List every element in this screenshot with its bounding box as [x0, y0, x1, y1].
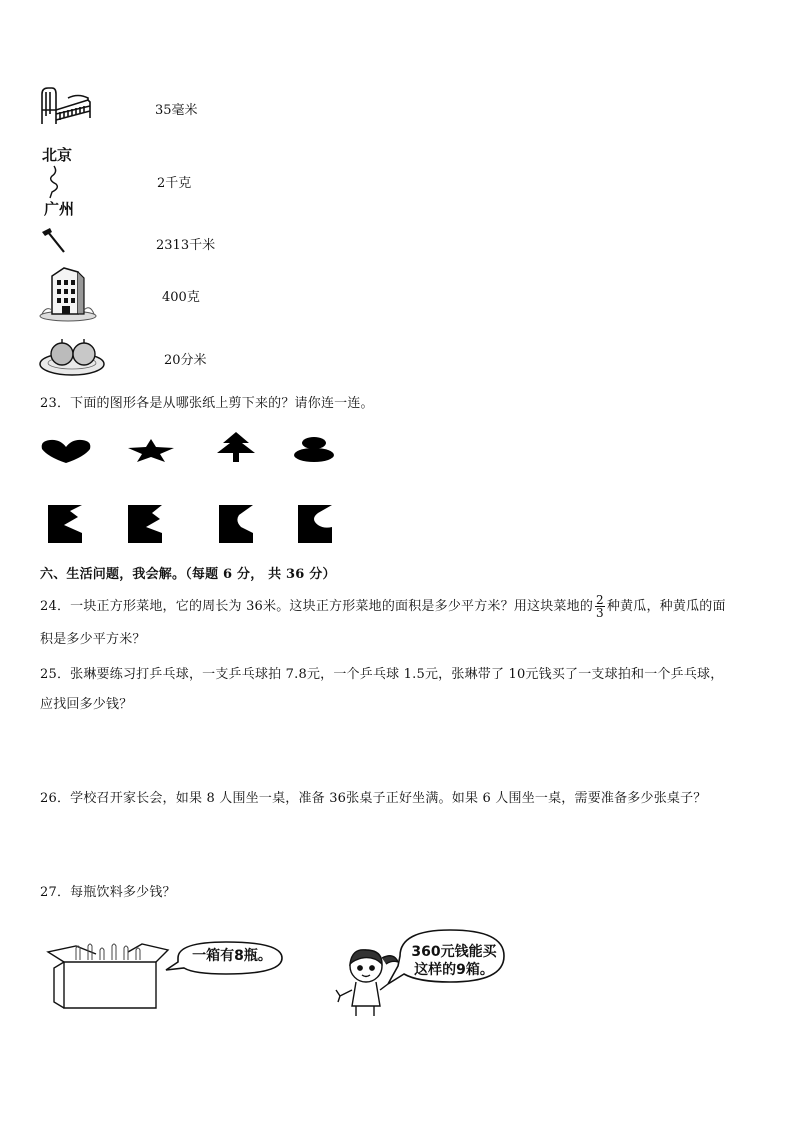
- paper-cut-3: [219, 505, 255, 543]
- unit-20-dm: 20分米: [164, 353, 207, 368]
- bubble-1-text: 一箱有8瓶。: [192, 948, 272, 964]
- fraction-numerator: 2: [596, 593, 604, 607]
- question-24-part-1: 24．一块正方形菜地，它的周长为 36米。这块正方形菜地的面积是多少平方米？用这块菜地的: [40, 599, 594, 614]
- figure-eight-shape: [292, 435, 336, 463]
- paper-cut-1: [48, 505, 84, 543]
- section-6-heading: 六、生活问题，我会解。（每题 6 分， 共 36 分）: [40, 567, 336, 582]
- question-23: 23．下面的图形各是从哪张纸上剪下来的？请你连一连。: [40, 396, 374, 411]
- beijing-guangzhou-route: [40, 144, 82, 218]
- heart-shape: [40, 437, 92, 465]
- question-25-line-2: 应找回多少钱？: [40, 697, 133, 712]
- drink-box-picture: [46, 938, 170, 1010]
- question-24-part-2: 种黄瓜，种黄瓜的面: [606, 599, 726, 614]
- question-26: 26．学校召开家长会，如果 8 人围坐一桌，准备 36张桌子正好坐满。如果 6 人围坐一桌，需要准备多少张桌子？: [40, 791, 707, 806]
- beijing-label: 北京: [42, 146, 73, 164]
- unit-400-g: 400克: [162, 290, 200, 305]
- question-25-line-1: 25．张琳要练习打乒乓球，一支乒乓球拍 7.8元，一个乒乓球 1.5元，张琳带了 10元钱买了一支球拍和一个乒乓球，: [40, 667, 724, 682]
- guangzhou-label: 广州: [44, 200, 75, 218]
- question-27: 27．每瓶饮料多少钱？: [40, 885, 176, 900]
- question-25: [40, 666, 760, 714]
- tree-shape: [209, 431, 263, 463]
- question-24-line-2: 积是多少平方米？: [40, 632, 146, 647]
- fraction-two-thirds: [595, 594, 605, 619]
- unit-2-kg: 2千克: [157, 176, 192, 191]
- question-24: [40, 594, 760, 649]
- bubble-2-line-1: 360元钱能买: [411, 944, 497, 960]
- paper-cut-2: [128, 505, 164, 543]
- nail-picture: [40, 226, 68, 254]
- paper-cut-4: [298, 505, 334, 543]
- unit-35-mm: 35毫米: [155, 103, 198, 118]
- building-picture: [38, 266, 98, 322]
- plate-of-fruit-picture: [38, 334, 106, 378]
- bed-picture: [38, 84, 92, 126]
- unit-2313-km: 2313千米: [156, 238, 216, 253]
- star-shape: [126, 437, 176, 463]
- bubble-2-text: [402, 943, 506, 979]
- fraction-denominator: 3: [596, 606, 604, 620]
- bubble-2-line-2: 这样的9箱。: [414, 962, 494, 978]
